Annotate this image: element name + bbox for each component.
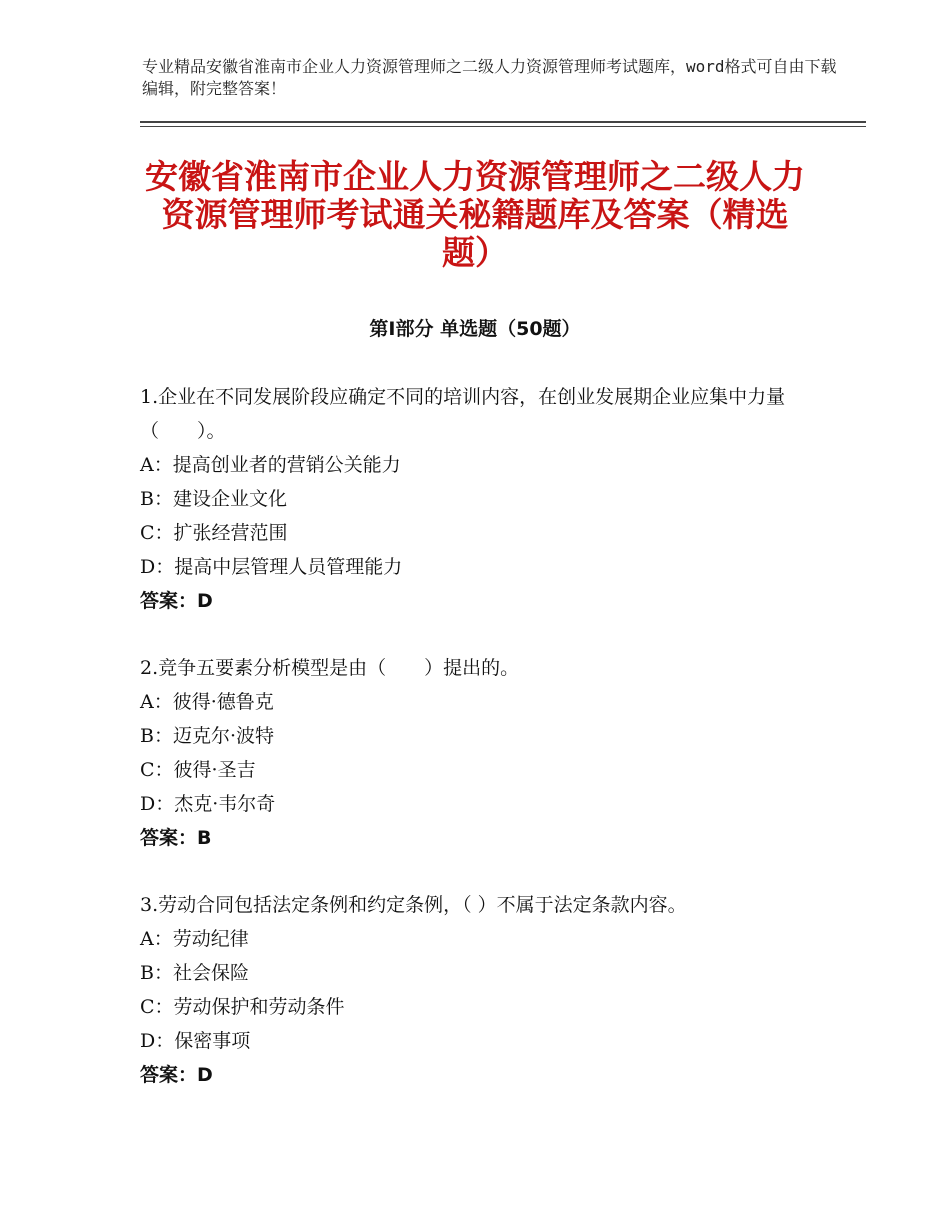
question-1 bbox=[140, 380, 820, 618]
question-list bbox=[140, 380, 820, 1125]
option-a: A：彼得·德鲁克 bbox=[140, 691, 274, 713]
answer-line: 答案：B bbox=[140, 827, 212, 849]
question-stem: 2.竞争五要素分析模型是由（ ）提出的。 bbox=[140, 657, 520, 679]
option-b: B：建设企业文化 bbox=[140, 488, 287, 510]
option-c: C：扩张经营范围 bbox=[140, 522, 288, 544]
option-c: C：劳动保护和劳动条件 bbox=[140, 996, 345, 1018]
section-title: 第Ⅰ部分 单选题（50题） bbox=[369, 318, 581, 340]
answer-line: 答案：D bbox=[140, 590, 213, 612]
answer-line: 答案：D bbox=[140, 1064, 213, 1086]
header-divider-thin bbox=[140, 126, 866, 127]
option-b: B：社会保险 bbox=[140, 962, 249, 984]
option-d: D：杰克·韦尔奇 bbox=[140, 793, 276, 815]
header-note: 专业精品安徽省淮南市企业人力资源管理师之二级人力资源管理师考试题库，word格式可自由下载编辑，附完整答案！ bbox=[142, 57, 837, 98]
option-b: B：迈克尔·波特 bbox=[140, 725, 275, 747]
question-stem: 1.企业在不同发展阶段应确定不同的培训内容，在创业发展期企业应集中力量（ ）。 bbox=[140, 386, 786, 442]
option-a: A：劳动纪律 bbox=[140, 928, 249, 950]
option-d: D：提高中层管理人员管理能力 bbox=[140, 556, 403, 578]
question-stem: 3.劳动合同包括法定条例和约定条例，（ ）不属于法定条款内容。 bbox=[140, 894, 687, 916]
question-2 bbox=[140, 651, 820, 855]
option-d: D：保密事项 bbox=[140, 1030, 251, 1052]
document-title: 安徽省淮南市企业人力资源管理师之二级人力资源管理师考试通关秘籍题库及答案（精选题） bbox=[145, 157, 805, 272]
header-divider-thick bbox=[140, 121, 866, 123]
question-3 bbox=[140, 888, 820, 1092]
option-a: A：提高创业者的营销公关能力 bbox=[140, 454, 401, 476]
option-c: C：彼得·圣吉 bbox=[140, 759, 256, 781]
